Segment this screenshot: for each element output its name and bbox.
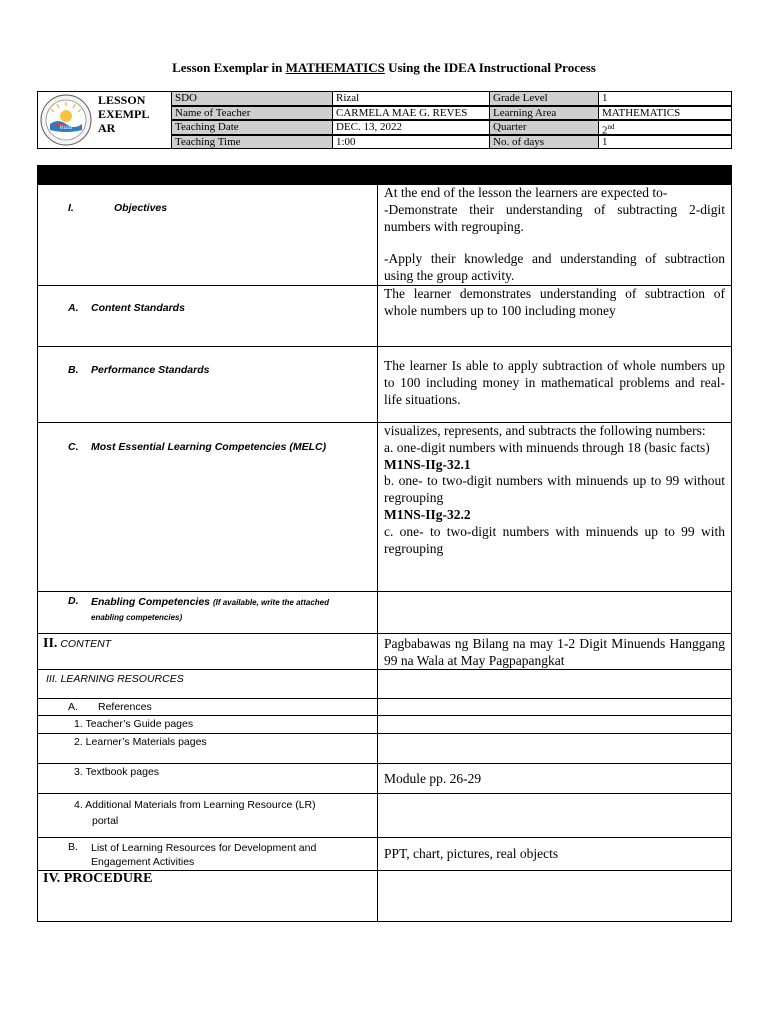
list-of-resources-value: PPT, chart, pictures, real objects [384,846,559,861]
enabling-label: Enabling Competencies (If available, write the attached enabling competencies) [91,596,329,622]
melc-code-a: M1NS-IIg-32.1 [384,456,471,472]
row-learners-materials [37,734,732,764]
table-header-bar [37,165,732,184]
textbook-label: 3. Textbook pages [74,766,160,778]
row-objectives [37,184,732,286]
row-content-standards: A. Content Standards The learner demonstrates understanding of subtraction of whole numbers up to 100 including money [37,286,732,347]
sdo-label: SDO [171,91,333,106]
header-table [37,91,732,149]
objectives-label: Objectives [114,202,168,214]
row-teachers-guide [37,716,732,734]
quarter-value: 2nd [598,120,732,135]
teaching-date-value: DEC. 13, 2022 [332,120,490,135]
grade-level-value: 1 [598,91,732,106]
melc-text: visualizes, represents, and subtracts the following numbers: a. one-digit numbers with minuends through 18 (basic facts) M1NS-IIg-32.1 b. one- to two-digit numbers with minuends up to 99 without regrouping M1NS-IIg-32.2 c. one- to two-digit numbers with minuends up to 99 with regrouping [384,423,725,556]
lesson-exemplar-label: LESSON EXEMPL AR [98,93,150,135]
row-additional-materials [37,794,732,838]
row-references: A. References [37,699,732,716]
learning-area-value: MATHEMATICS [598,106,732,121]
row-learning-resources [37,670,732,699]
sdo-value: Rizal [332,91,490,106]
list-of-resources-label: List of Learning Resources for Development and Engagement Activities [91,842,317,868]
teacher-label: Name of Teacher [171,106,333,121]
content-standards-text: The learner demonstrates understanding of subtraction of whole numbers up to 100 including money [384,286,725,318]
no-of-days-value: 1 [598,135,732,150]
svg-text:Rizal: Rizal [59,125,73,131]
performance-standards-label: Performance Standards [91,364,210,376]
no-of-days-label: No. of days [489,135,599,150]
teacher-value: CARMELA MAE G. REVES [332,106,490,121]
row-list-of-resources: B. List of Learning Resources for Development and Engagement Activities PPT, chart, pictures, real objects [37,838,732,871]
teachers-guide-label: 1. Teacher’s Guide pages [74,718,194,730]
teaching-time-label: Teaching Time [171,135,333,150]
row-enabling-competencies: D. Enabling Competencies (If available, write the attached enabling competencies) [37,592,732,634]
textbook-value: Module pp. 26-29 [384,771,482,786]
row-performance-standards: B. Performance Standards The learner Is able to apply subtraction of whole numbers up to 100 including money in mathematical problems and real-life situations. [37,347,732,423]
content-standards-label: Content Standards [91,302,185,314]
learning-resources-label: III. LEARNING RESOURCES [46,673,184,685]
subject-underlined: MATHEMATICS [285,60,385,75]
learning-area-label: Learning Area [489,106,599,121]
melc-label: Most Essential Learning Competencies (MELC) [91,441,327,453]
deped-seal-logo [38,92,94,148]
row-melc: C. Most Essential Learning Competencies (MELC) visualizes, represents, and subtracts the following numbers: a. one-digit numbers with minuends through 18 (basic facts) M1NS-IIg-32.1 b. one- to two-digit numbers with minuends up to 99 without regrouping M1NS-IIg-32.2 c. one- to two-digit numbers with minuends up to 99 with regrouping [37,423,732,592]
row-textbook [37,764,732,794]
content-label: CONTENT [60,638,112,650]
learners-materials-label: 2. Learner’s Materials pages [74,736,207,748]
performance-standards-text: The learner Is able to apply subtraction of whole numbers up to 100 including money in mathematical problems and real-life situations. [384,358,725,407]
objectives-text: At the end of the lesson the learners are expected to- -Demonstrate their understanding of subtracting 2-digit numbers with regrouping. -Apply their knowledge and understanding of subtraction using the group activity. [384,185,725,284]
additional-materials-label: 4. Additional Materials from Learning Resource (LR) portal [74,799,316,827]
objectives-num: I. [68,202,74,214]
references-label: References [98,701,152,713]
page-title: Lesson Exemplar in MATHEMATICS Using the IDEA Instructional Process [172,60,596,75]
lesson-table [37,165,732,922]
quarter-label: Quarter [489,120,599,135]
content-text: Pagbabawas ng Bilang na may 1-2 Digit Minuends Hanggang 99 na Wala at May Pagpapangkat [384,636,725,668]
grade-level-label: Grade Level [489,91,599,106]
teaching-time-value: 1:00 [332,135,490,150]
row-procedure [37,871,732,922]
row-content: II. CONTENT Pagbabawas ng Bilang na may 1-2 Digit Minuends Hanggang 99 na Wala at May Pagpapangkat [37,634,732,670]
melc-code-b: M1NS-IIg-32.2 [384,506,471,522]
teaching-date-label: Teaching Date [171,120,333,135]
procedure-label: IV. PROCEDURE [43,871,153,886]
header-fields [171,91,732,149]
